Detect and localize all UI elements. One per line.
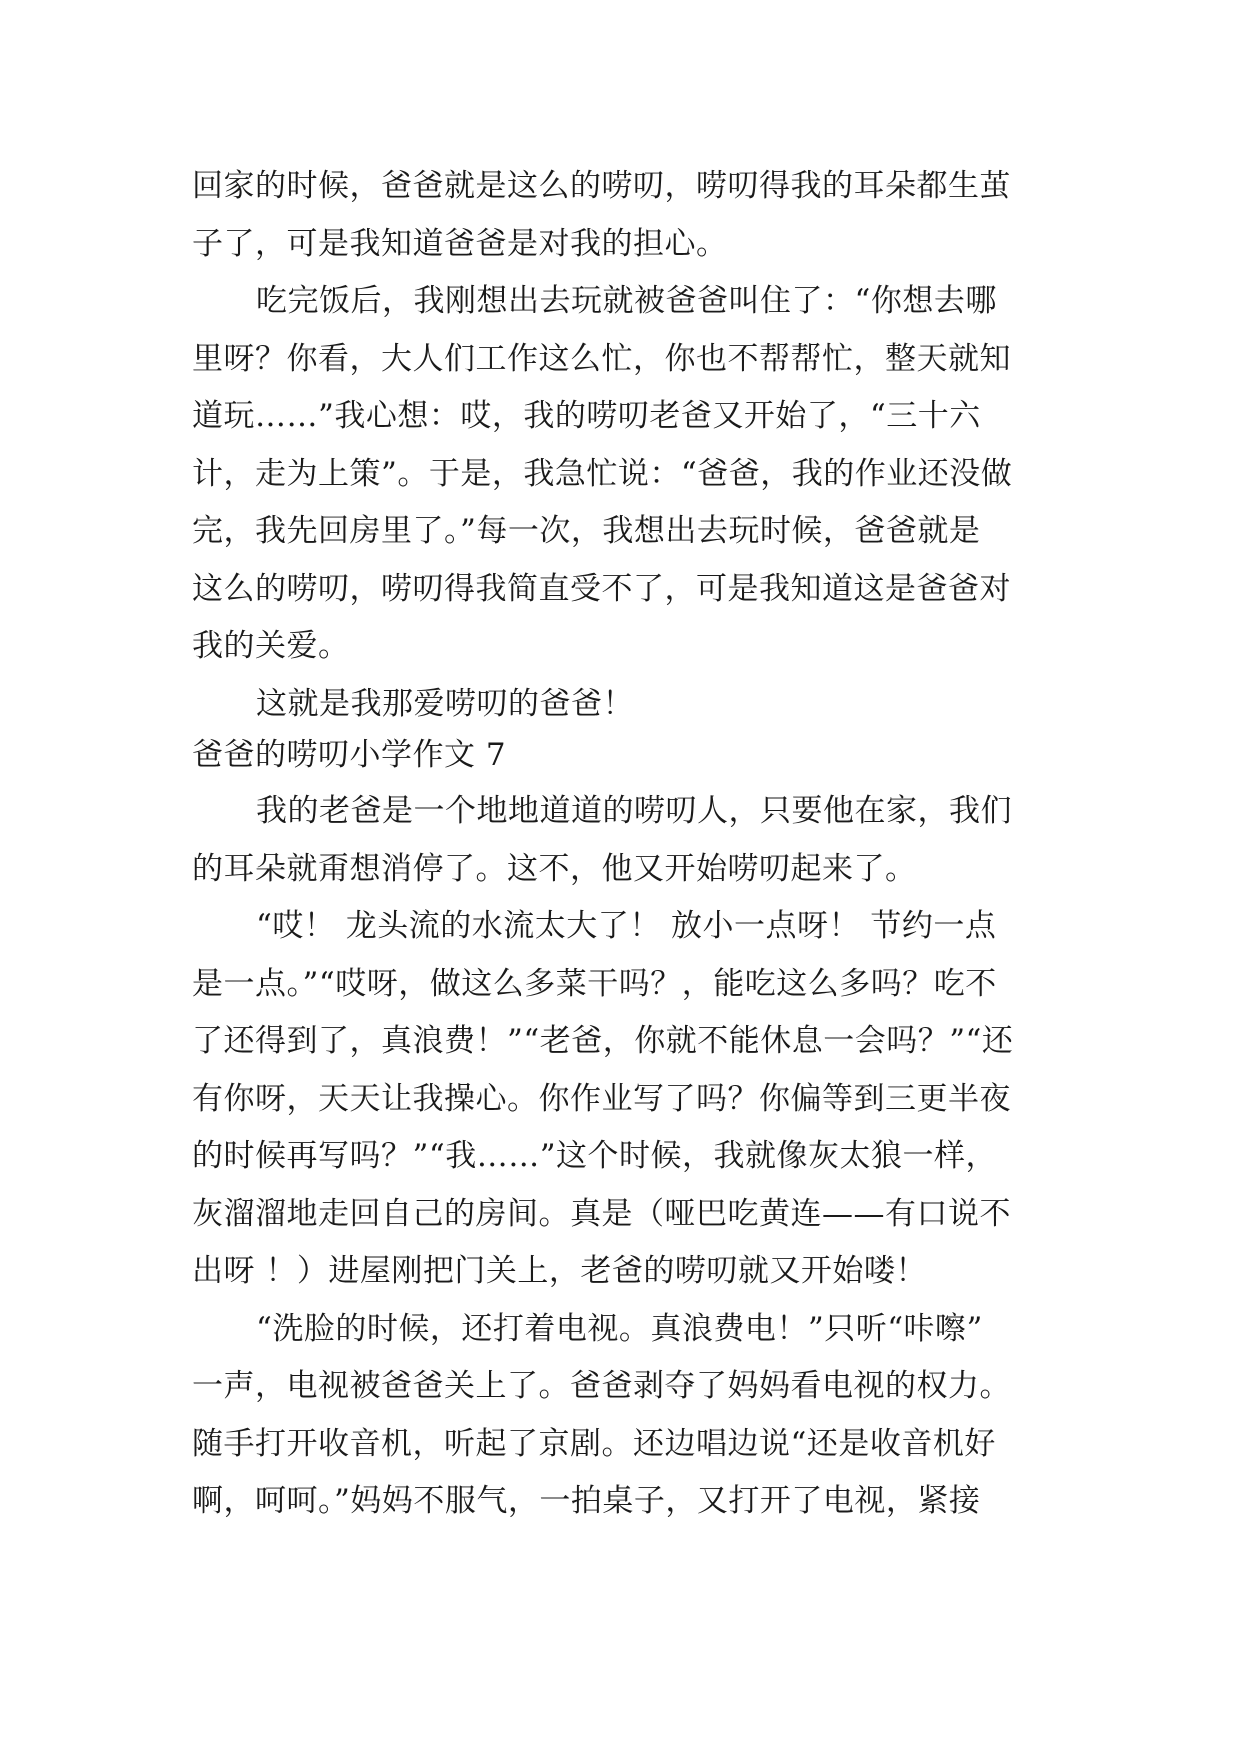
text-line: 吃完饭后，我刚想出去玩就被爸爸叫住了：“你想去哪 xyxy=(256,283,997,319)
text-line: 这就是我那爱唠叨的爸爸！ xyxy=(256,686,634,722)
text-line: 这么的唠叨，唠叨得我简直受不了，可是我知道这是爸爸对 xyxy=(192,571,1011,607)
text-line: “哎！ 龙头流的水流太大了！ 放小一点呀！ 节约一点 xyxy=(256,908,997,944)
text-line: 有你呀，天天让我操心。你作业写了吗？你偏等到三更半夜 xyxy=(192,1081,1011,1117)
text-line: 我的老爸是一个地地道道的唠叨人，只要他在家，我们 xyxy=(256,793,1012,829)
text-line: 一声，电视被爸爸关上了。爸爸剥夺了妈妈看电视的权力。 xyxy=(192,1368,1011,1404)
text-line: 完，我先回房里了。”每一次，我想出去玩时候，爸爸就是 xyxy=(192,513,981,549)
text-line: 回家的时候，爸爸就是这么的唠叨，唠叨得我的耳朵都生茧 xyxy=(192,168,1011,204)
text-line: 的时候再写吗？”“我……”这个时候，我就像灰太狼一样， xyxy=(192,1138,998,1174)
text-line: 了还得到了，真浪费！”“老爸，你就不能休息一会吗？”“还 xyxy=(192,1023,1014,1059)
text-line: 我的关爱。 xyxy=(192,628,350,664)
text-line: 灰溜溜地走回自己的房间。真是（哑巴吃黄连——有口说不 xyxy=(192,1196,1011,1232)
text-line: 随手打开收音机，听起了京剧。还边唱边说“还是收音机好 xyxy=(192,1426,996,1462)
text-line: 计，走为上策”。于是，我急忙说：“爸爸，我的作业还没做 xyxy=(192,456,1013,492)
text-line: 是一点。”“哎呀，做这么多菜干吗？，能吃这么多吗？吃不 xyxy=(192,966,997,1002)
text-line: 的耳朵就甭想消停了。这不，他又开始唠叨起来了。 xyxy=(192,851,917,887)
text-line: 啊，呵呵。”妈妈不服气，一拍桌子，又打开了电视，紧接 xyxy=(192,1483,981,1519)
text-line: 里呀？你看，大人们工作这么忙，你也不帮帮忙，整天就知 xyxy=(192,341,1011,377)
text-line: “洗脸的时候，还打着电视。真浪费电！”只听“咔嚓” xyxy=(256,1311,983,1347)
text-line: 子了，可是我知道爸爸是对我的担心。 xyxy=(192,226,728,262)
section-heading: 爸爸的唠叨小学作文 7 xyxy=(192,737,507,773)
text-line: 道玩……”我心想：哎，我的唠叨老爸又开始了，“三十六 xyxy=(192,398,981,434)
text-line: 出呀 ！）进屋刚把门关上，老爸的唠叨就又开始喽！ xyxy=(192,1253,927,1289)
